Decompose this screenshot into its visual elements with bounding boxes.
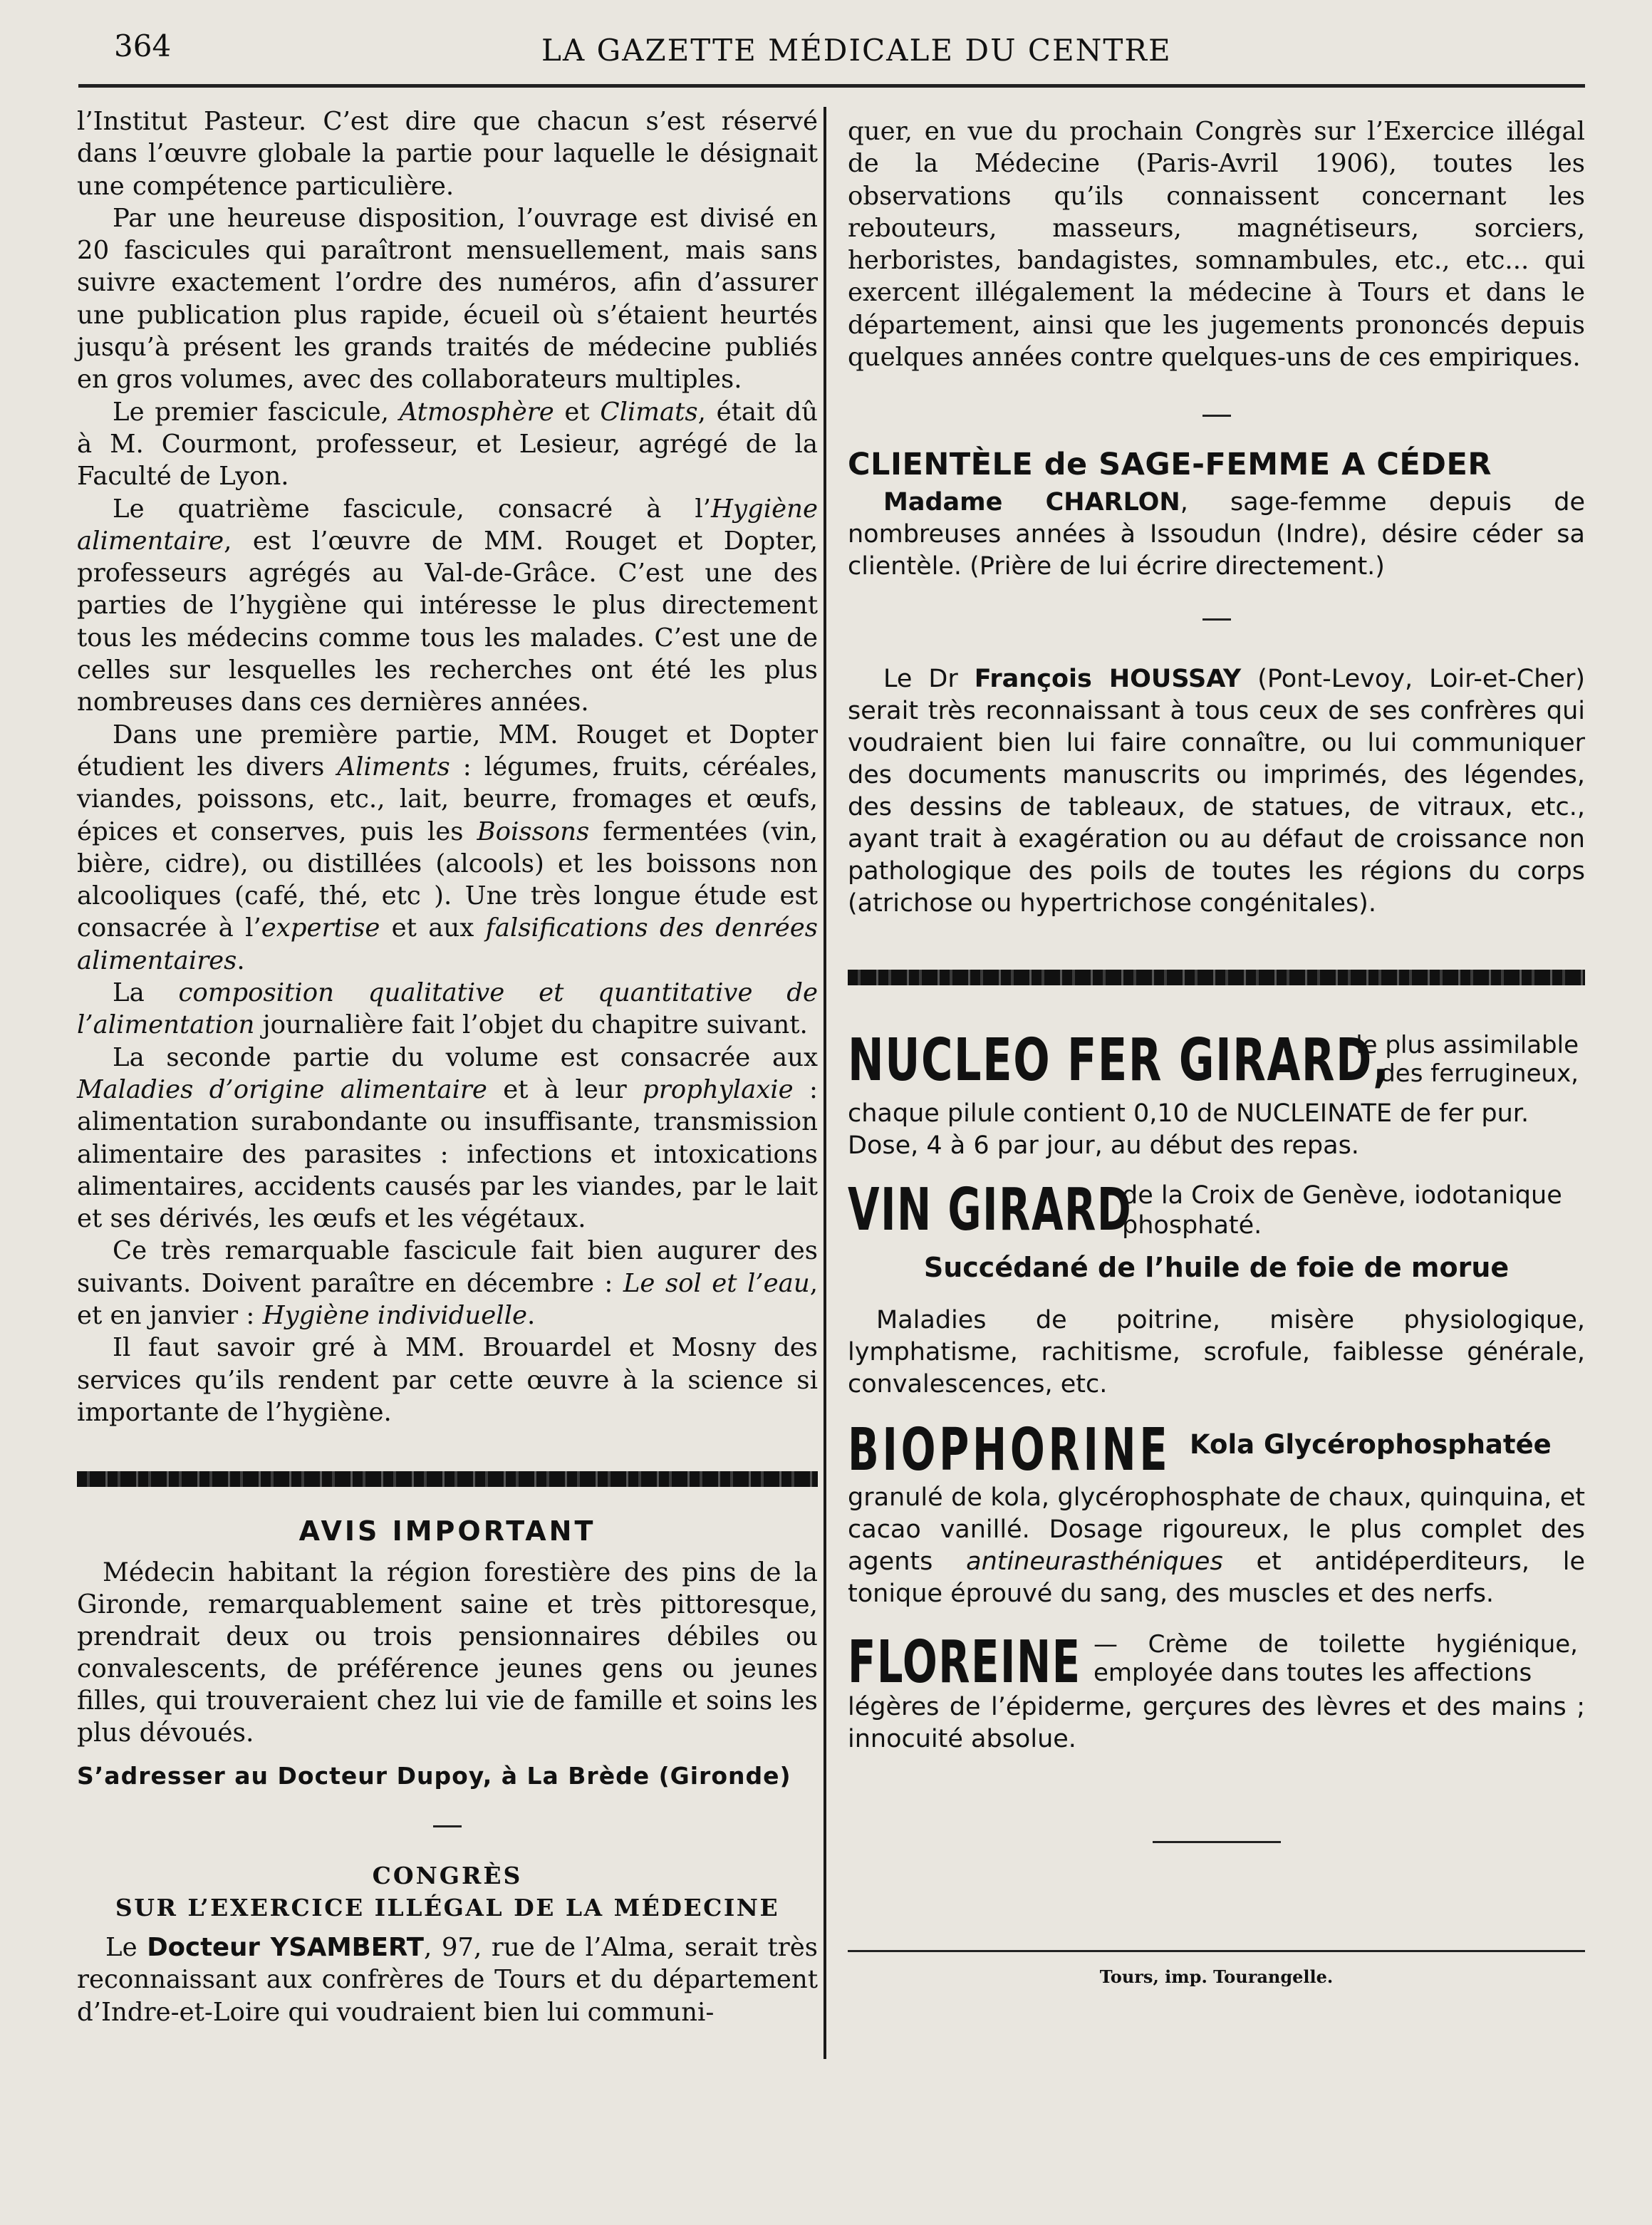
nucleo-brand: NUCLEO FER GIRARD,: [848, 1027, 1391, 1095]
paragraph: quer, en vue du prochain Congrès sur l’Exercice illégal de la Médecine (Paris-Avril 1906), toutes les observations qu’ils connaissent concernant les rebouteurs, masseurs, magnétiseurs, sorciers, herboristes, bandagistes, somnambules, etc., etc... qui exercent illégalement la médecine à Tours et dans le département, ainsi que les jugements prononcés depuis quelques années contre quelques-uns de ces empiriques.: [848, 117, 1585, 373]
section-bar: [77, 1471, 818, 1487]
congres-text: Le Docteur YSAMBERT, 97, rue de l’Alma, serait très reconnaissant aux confrères de Tours et du département d’Indre-et-Loire qui voudraient bien lui communi-: [77, 1933, 818, 2027]
printer-imprint: Tours, imp. Tourangelle.: [1099, 1966, 1334, 1988]
section-bar: [848, 970, 1585, 985]
nucleo-line: Dose, 4 à 6 par jour, au début des repas.: [848, 1131, 1359, 1161]
paragraph: Le premier fascicule, Atmosphère et Climats, était dû à M. Courmont, professeur, et Lesieur, agrégé de la Faculté de Lyon.: [77, 397, 818, 492]
houssay-notice: Le Dr François HOUSSAY (Pont-Levoy, Loir-et-Cher) serait très reconnaissant à tous ceux de ses confrères qui voudraient bien lui faire connaître, ou lui communiquer des documents manuscrits ou imprimés, des légendes, des dessins de tableaux, de statues, de vitraux, etc., ayant trait à exagération ou au défaut de croissance non pathologique des poils de toutes les régions du corps (atrichose ou hypertrichose congénitales).: [848, 665, 1585, 918]
biophorine-ad-header: [848, 1416, 1585, 1485]
page-number: 364: [114, 28, 172, 63]
floreine-brand: FLOREINE: [848, 1629, 1081, 1697]
biophorine-tagline: Kola Glycérophosphatée: [1190, 1429, 1552, 1461]
congres-subtitle: SUR L’EXERCICE ILLÉGAL DE LA MÉDECINE: [115, 1894, 780, 1922]
avis-address: S’adresser au Docteur Dupoy, à La Brède (Gironde): [77, 1762, 791, 1790]
running-title: LA GAZETTE MÉDICALE DU CENTRE: [541, 33, 1172, 68]
paragraph: La seconde partie du volume est consacrée aux Maladies d’origine alimentaire et à leur prophylaxie : alimentation surabondante ou insuffisante, transmission alimentaire des parasites : infections et intoxications alimentaires, accidents causés par les viandes, par le lait et ses dérivés, les œufs et les végétaux.: [77, 1042, 819, 1234]
left-column: [77, 105, 818, 2028]
column-rule: [824, 107, 826, 2059]
paragraph: Le quatrième fascicule, consacré à l’Hygiène alimentaire, est l’œuvre de MM. Rouget et Dopter, professeurs agrégés au Val-de-Grâce. C’est une des parties de l’hygiène qui intéresse le plus directement tous les médecins comme tous les malades. C’est une de celles sur lesquelles les recherches ont été les plus nombreuses dans ces dernières années.: [77, 494, 818, 717]
biophorine-brand: BIOPHORINE: [848, 1416, 1171, 1485]
paragraph: Dans une première partie, MM. Rouget et Dopter étudient les divers Aliments : légumes, fruits, céréales, viandes, poissons, etc., lait, beurre, fromages et œufs, épices et conserves, puis les Boissons fermentées (vin, bière, cidre), ou distillées (alcools) et les boissons non alcooliques (café, thé, etc ). Une très longue étude est consacrée à l’expertise et aux falsifications des denrées alimentaires.: [77, 720, 819, 975]
paragraph: La composition qualitative et quantitative de l’alimentation journalière fait l’objet du chapitre suivant.: [77, 978, 818, 1040]
paragraph: l’Institut Pasteur. C’est dire que chacun s’est réservé dans l’œuvre globale la partie pour laquelle le désignait une compétence particulière.: [77, 107, 818, 201]
divider: [1202, 618, 1231, 621]
divider: [1202, 415, 1231, 417]
nucleo-tagline: le plus assimilable des ferrugineux,: [1356, 1031, 1579, 1089]
congres-notice: [77, 1862, 818, 2028]
biophorine-text: granulé de kola, glycérophosphate de chaux, quinquina, et cacao vanillé. Dosage rigoureux, le plus complet des agents antineurasthéniques et antidéperditeurs, le tonique éprouvé du sang, des muscles et des nerfs.: [848, 1483, 1586, 1609]
footer-rule: [848, 1950, 1585, 1952]
paragraph: Il faut savoir gré à MM. Brouardel et Mosny des services qu’ils rendent par cette œuvre à la science si importante de l’hygiène.: [77, 1333, 818, 1427]
avis-text: Médecin habitant la région forestière des pins de la Gironde, remarquablement saine et très pittoresque, prendrait deux ou trois pensionnaires débiles ou convalescents, de préférence jeunes gens ou jeunes filles, qui trouveraient chez lui vie de famille et soins les plus dévoués.: [77, 1558, 818, 1748]
nucleo-line: chaque pilule contient 0,10 de NUCLEINATE de fer pur.: [848, 1099, 1529, 1129]
header-rule: [78, 84, 1585, 88]
congres-title: CONGRÈS: [372, 1862, 523, 1890]
right-column: [848, 115, 1585, 1987]
floreine-tagline: — Crème de toilette hygiénique, employée dans toutes les affections: [1093, 1630, 1578, 1688]
vin-tagline: de la Croix de Genève, iodotanique phosphaté.: [1122, 1181, 1562, 1240]
nucleo-ad-header: [848, 1027, 1585, 1098]
paragraph: Ce très remarquable fascicule fait bien augurer des suivants. Doivent paraître en décembre : Le sol et l’eau, et en janvier : Hygiène individuelle.: [77, 1236, 818, 1330]
vin-ad-header: [848, 1176, 1585, 1246]
vin-text: Maladies de poitrine, misère physiologique, lymphatisme, rachitisme, scrofule, faiblesse générale, convalescences, etc.: [848, 1306, 1585, 1399]
floreine-ad-header: [848, 1629, 1585, 1697]
clientele-text: Madame CHARLON, sage-femme depuis de nombreuses années à Issoudun (Indre), désire céder sa clientèle. (Prière de lui écrire directement.): [848, 488, 1585, 581]
clientele-heading: CLIENTÈLE de SAGE-FEMME A CÉDER: [848, 447, 1492, 483]
avis-notice: [77, 1515, 818, 1790]
clientele-notice: [848, 447, 1585, 583]
paragraph: Par une heureuse disposition, l’ouvrage est divisé en 20 fascicules qui paraîtront mensuellement, mais sans suivre exactement l’ordre des numéros, afin d’assurer une publication plus rapide, écueil où s’étaient heurtés jusqu’à présent les grands traités de médecine publiés en gros volumes, avec des collaborateurs multiples.: [77, 203, 818, 395]
avis-heading: AVIS IMPORTANT: [298, 1515, 596, 1547]
vin-brand: VIN GIRARD: [848, 1176, 1133, 1245]
divider: [433, 1825, 462, 1827]
vin-subtitle: Succédané de l’huile de foie de morue: [923, 1252, 1510, 1284]
footer-short-rule: [1153, 1841, 1281, 1843]
floreine-text: légères de l’épiderme, gerçures des lèvres et des mains ; innocuité absolue.: [848, 1693, 1585, 1754]
